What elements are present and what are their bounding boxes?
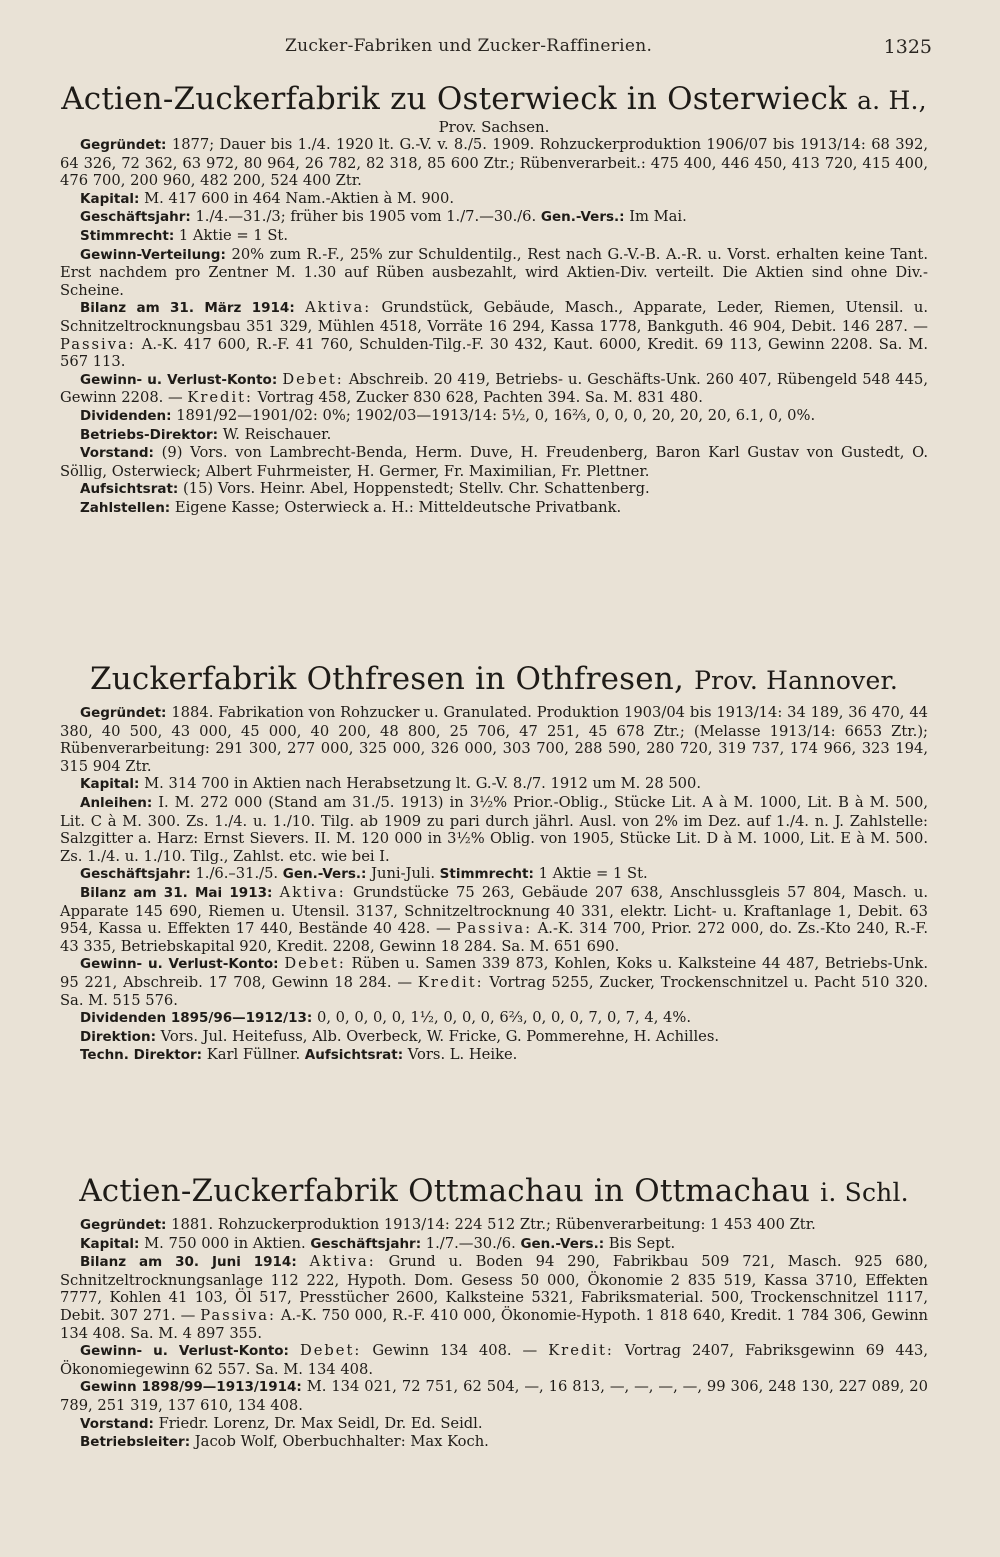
- entry-techn-direktor: Techn. Direktor: Karl Füllner. Aufsichtsrat: Vors. L. Heike.: [80, 1046, 518, 1064]
- entry-gegruendet: Gegründet: 1877; Dauer bis 1./4. 1920 lt. G.-V. v. 8./5. 1909. Rohzuckerproduktion 1906/07 bis 1913/14: 68 392, 64 326, 72 362, 63 972, 80 964, 26 782, 82 318, 85 600 Ztr.; Rübenverarbeit.: 475 400, 446 450, 413 720, 415 400, 476 700, 200 960, 482 200, 524 400 Ztr.: [60, 136, 928, 190]
- entry-bilanz: Bilanz am 30. Juni 1914: Aktiva: Grund u. Boden 94 290, Fabrikbau 509 721, Masch. 925 680, Schnitzeltrocknungsanlage 112 222, Hypoth. Dom. Gesess 50 000, Ökonomie 2 835 519, Kassa 3710, Effekten 7777, Kohlen 41 103, Öl 517, Presstücher 2600, Kalksteine 5321, Fabriksmaterial. 500, Trockenschnitzel 1117, Debit. 307 271. — Passiva: A.-K. 750 000, R.-F. 410 000, Ökonomie-Hypoth. 1 818 640, Kredit. 1 784 306, Gewinn 134 408. Sa. M. 4 897 355.: [60, 1253, 929, 1342]
- entry-kapital: Kapital: M. 417 600 in 464 Nam.-Aktien à M. 900.: [80, 189, 455, 207]
- entry-dividenden: Dividenden 1895/96—1912/13: 0, 0, 0, 0, 0, 1½, 0, 0, 0, 6⅔, 0, 0, 0, 7, 0, 7, 4, 4%.: [80, 1009, 692, 1027]
- entry-gewinn-history: Gewinn 1898/99—1913/1914: M. 134 021, 72 751, 62 504, —, 16 813, —, —, —, —, 99 306, 248 130, 227 089, 20 789, 251 319, 137 610, 134 408.: [60, 1378, 928, 1414]
- entry-kapital: Kapital: M. 750 000 in Aktien. Geschäftsjahr: 1./7.—30./6. Gen.-Vers.: Bis Sept.: [80, 1234, 676, 1252]
- running-head: [0, 36, 1000, 60]
- entry-zahlstellen: Zahlstellen: Eigene Kasse; Osterwieck a. H.: Mitteldeutsche Privatbank.: [80, 498, 622, 516]
- entry-geschaeftsjahr: Geschäftsjahr: 1./6.–31./5. Gen.-Vers.: Juni-Juli. Stimmrecht: 1 Aktie = 1 St.: [80, 865, 648, 883]
- company-subtitle: Prov. Sachsen.: [438, 118, 550, 136]
- entry-dividenden: Dividenden: 1891/92—1901/02: 0%; 1902/03—1913/14: 5½, 0, 16⅔, 0, 0, 0, 20, 20, 20, 6.1, 0, 0%.: [80, 406, 816, 424]
- entry-kapital: Kapital: M. 314 700 in Aktien nach Herabsetzung lt. G.-V. 8./7. 1912 um M. 28 500.: [80, 775, 702, 793]
- company-title: Zuckerfabrik Othfresen in Othfresen, Prov. Hannover.: [90, 661, 898, 697]
- entry-bilanz: Bilanz am 31. März 1914: Aktiva: Grundstück, Gebäude, Masch., Apparate, Leder, Riemen, Utensil. u. Schnitzeltrocknungsbau 351 329, Mühlen 4518, Vorräte 16 294, Kassa 1778, Bankguth. 46 904, Debit. 146 287. — Passiva: A.-K. 417 600, R.-F. 41 760, Schulden-Tilg.-F. 30 432, Kaut. 6000, Kredit. 69 113, Gewinn 2208. Sa. M. 567 113.: [60, 299, 929, 371]
- running-title: Zucker-Fabriken und Zucker-Raffinerien.: [285, 36, 653, 56]
- entry-aufsichtsrat: Aufsichtsrat: (15) Vors. Heinr. Abel, Hoppenstedt; Stellv. Chr. Schattenberg.: [80, 480, 650, 498]
- entry-gewinn-verlust: Gewinn- u. Verlust-Konto: Debet: Rüben u. Samen 339 873, Kohlen, Koks u. Kalksteine 44 487, Betriebs-Unk. 95 221, Abschreib. 17 708, Gewinn 18 284. — Kredit: Vortrag 5255, Zucker, Trockenschnitzel u. Pacht 510 320. Sa. M. 515 576.: [60, 955, 928, 1009]
- entry-vorstand: Vorstand: Friedr. Lorenz, Dr. Max Seidl, Dr. Ed. Seidl.: [80, 1414, 483, 1432]
- company-title: Actien-Zuckerfabrik zu Osterwieck in Osterwieck a. H.,: [61, 81, 927, 117]
- page-number: 1325: [883, 36, 932, 58]
- entry-stimmrecht: Stimmrecht: 1 Aktie = 1 St.: [80, 226, 288, 244]
- entry-gewinn-verteilung: Gewinn-Verteilung: 20% zum R.-F., 25% zur Schuldentilg., Rest nach G.-V.-B. A.-R. u. Vorst. erhalten keine Tant. Erst nachdem pro Zentner M. 1.30 auf Rüben ausbezahlt, wird Aktien-Div. verteilt. Die Aktien sind ohne Div.-Scheine.: [60, 245, 928, 299]
- entry-anleihen: Anleihen: I. M. 272 000 (Stand am 31./5. 1913) in 3½% Prior.-Oblig., Stücke Lit. A à M. 1000, Lit. B à M. 500, Lit. C à M. 300. Zs. 1./4. u. 1./10. Tilg. ab 1909 zu pari durch jährl. Ausl. von 2% im Dez. auf 1./4. n. J. Zahlstelle: Salzgitter a. Harz: Ernst Sievers. II. M. 120 000 in 3½% Oblig. von 1905, Stücke Lit. D à M. 1000, Lit. E à M. 500. Zs. 1./4. u. 1./10. Tilg., Zahlst. etc. wie bei I.: [60, 793, 928, 865]
- entry-gewinn-verlust: Gewinn- u. Verlust-Konto: Debet: Gewinn 134 408. — Kredit: Vortrag 2407, Fabriksgewinn 69 443, Ökonomiegewinn 62 557. Sa. M. 134 408.: [60, 1342, 929, 1378]
- company-ottmachau: [60, 1172, 928, 1452]
- entry-direktion: Direktion: Vors. Jul. Heitefuss, Alb. Overbeck, W. Fricke, G. Pommerehne, H. Achilles.: [80, 1027, 720, 1045]
- company-title: Actien-Zuckerfabrik Ottmachau in Ottmachau i. Schl.: [79, 1173, 909, 1209]
- entry-vorstand: Vorstand: (9) Vors. von Lambrecht-Benda, Herm. Duve, H. Freudenberg, Baron Karl Gustav von Gustedt, O. Söllig, Osterwieck; Albert Fuhrmeister, H. Germer, Fr. Maximilian, Fr. Plettner.: [60, 444, 928, 480]
- entry-gegruendet: Gegründet: 1881. Rohzuckerproduktion 1913/14: 224 512 Ztr.; Rübenverarbeitung: 1 453 400 Ztr.: [80, 1216, 816, 1233]
- entry-betriebs-direktor: Betriebs-Direktor: W. Reischauer.: [80, 425, 332, 443]
- company-osterwieck: [60, 80, 928, 517]
- entry-gegruendet: Gegründet: 1884. Fabrikation von Rohzucker u. Granulated. Produktion 1903/04 bis 1913/14: 34 189, 36 470, 44 380, 40 500, 43 000, 45 000, 40 200, 48 800, 25 706, 47 251, 45 678 Ztr.; (Melasse 1913/14: 6653 Ztr.); Rübenverarbeitung: 291 300, 277 000, 325 000, 326 000, 303 700, 288 590, 280 720, 319 737, 174 966, 323 194, 315 904 Ztr.: [60, 704, 929, 775]
- entry-betriebsleiter: Betriebsleiter: Jacob Wolf, Oberbuchhalter: Max Koch.: [80, 1433, 489, 1451]
- entry-geschaeftsjahr: Geschäftsjahr: 1./4.—31./3; früher bis 1905 vom 1./7.—30./6. Gen.-Vers.: Im Mai.: [80, 208, 687, 226]
- company-othfresen: [60, 660, 928, 1065]
- entry-bilanz: Bilanz am 31. Mai 1913: Aktiva: Grundstücke 75 263, Gebäude 207 638, Anschlussgleis 57 804, Masch. u. Apparate 145 690, Riemen u. Utensil. 3137, Schnitzeltrocknung 40 331, elektr. Licht- u. Kraftanlage 1, Debit. 63 954, Kassa u. Effekten 17 440, Bestände 40 428. — Passiva: A.-K. 314 700, Prior. 272 000, do. Zs.-Kto 240, R.-F. 43 335, Betriebskapital 920, Kredit. 2208, Gewinn 18 284. Sa. M. 651 690.: [60, 883, 929, 955]
- entry-gewinn-verlust: Gewinn- u. Verlust-Konto: Debet: Abschreib. 20 419, Betriebs- u. Geschäfts-Unk. 260 407, Rübengeld 548 445, Gewinn 2208. — Kredit: Vortrag 458, Zucker 830 628, Pachten 394. Sa. M. 831 480.: [60, 370, 929, 407]
